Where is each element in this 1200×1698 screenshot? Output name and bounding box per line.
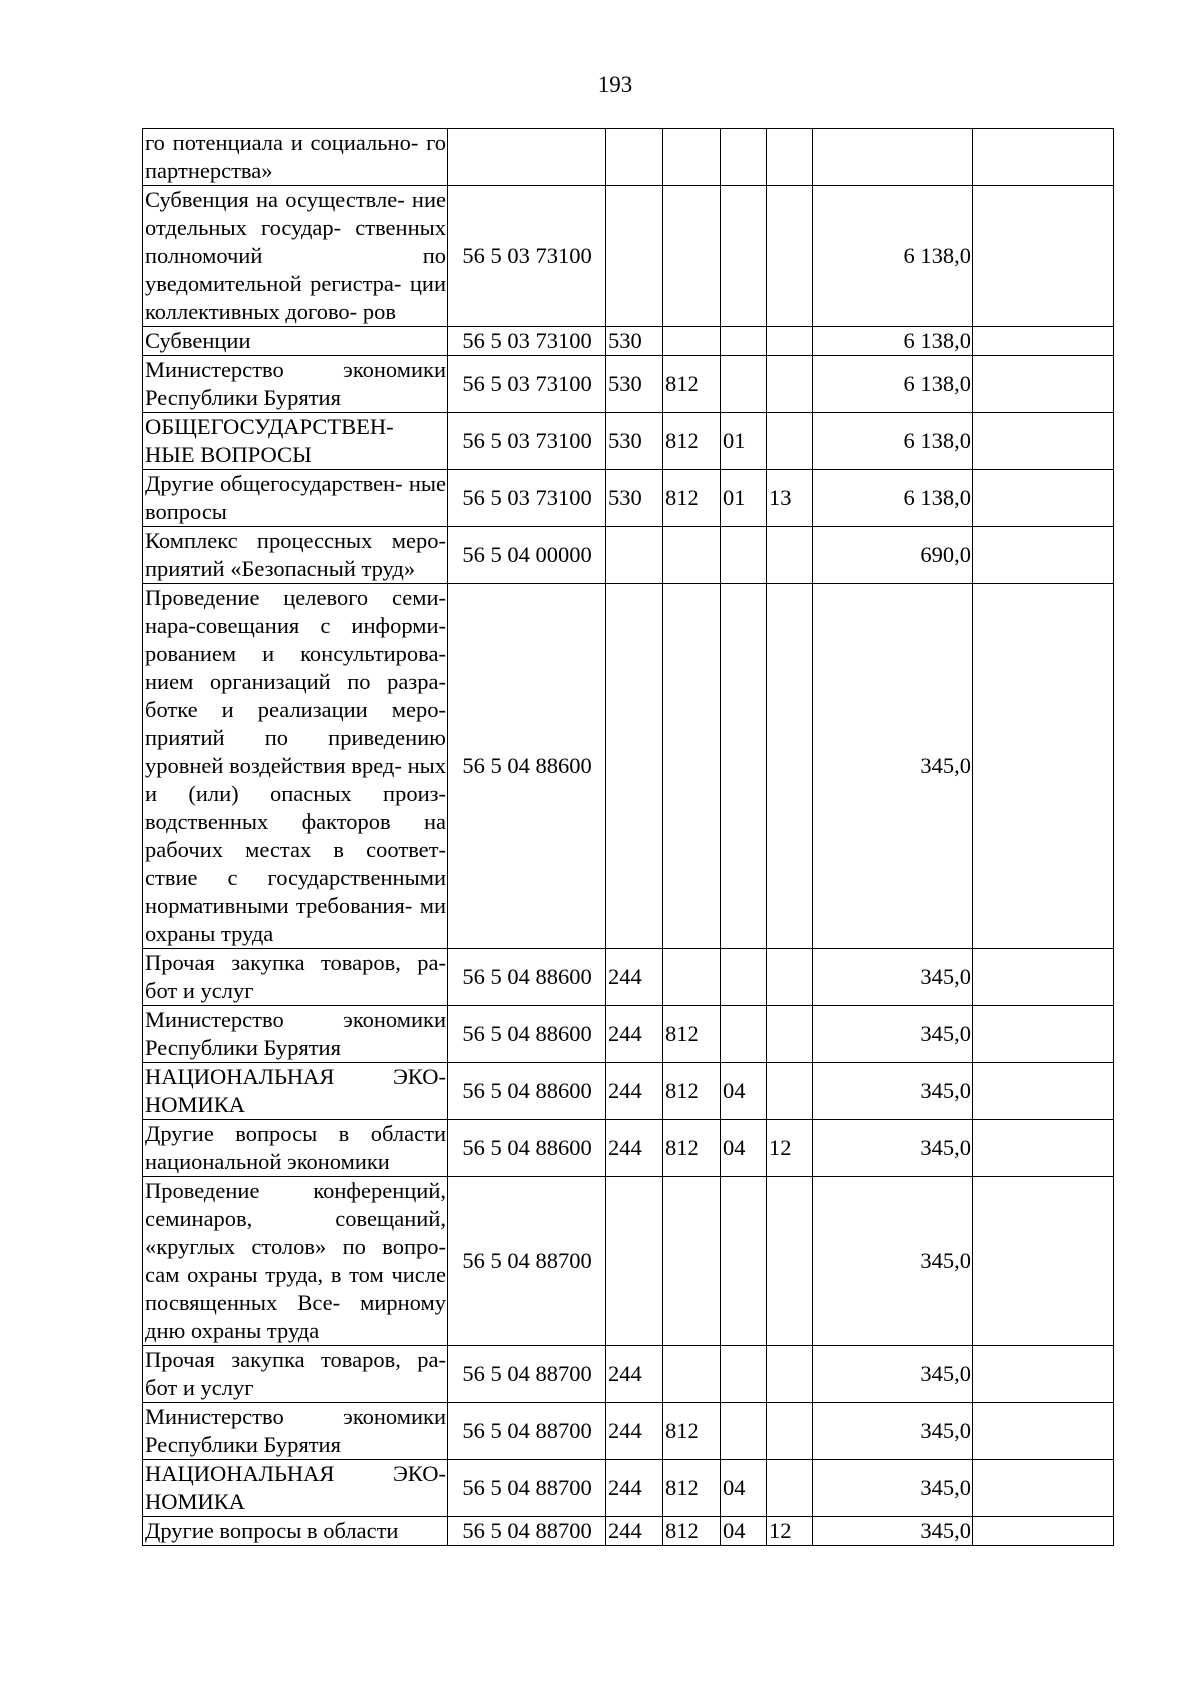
subsection-cell [767, 1177, 813, 1346]
ministry-code-cell [663, 1177, 721, 1346]
description-line: нием организаций по разра- [145, 669, 446, 694]
description-line: ции коллективных догово- [145, 271, 447, 324]
description-line: ние отдельных государ- [145, 187, 446, 240]
description-cell [143, 1403, 448, 1460]
description-line: Министерство экономики [145, 1404, 446, 1429]
ministry-code-cell [663, 1346, 721, 1403]
target-code-cell [448, 129, 606, 186]
subsection-cell [767, 1063, 813, 1120]
description-line: НОМИКА [145, 1092, 246, 1117]
expense-type-cell: 244 [606, 1460, 663, 1517]
amount-cell: 345,0 [813, 1006, 973, 1063]
description-line: семинаров, совещаний, [145, 1206, 446, 1231]
empty-cell [973, 1006, 1114, 1063]
description-line: Другие общегосударствен- [145, 471, 403, 496]
target-code-cell: 56 5 03 73100 [448, 470, 606, 527]
description-cell [143, 1063, 448, 1120]
description-line: нара-совещания с информи- [145, 613, 446, 638]
description-line: ные вопросы [145, 471, 446, 524]
subsection-cell [767, 584, 813, 949]
description-line: Республики Бурятия [145, 1035, 341, 1060]
subsection-cell [767, 186, 813, 327]
expense-type-cell: 244 [606, 1346, 663, 1403]
description-line: Субвенции [145, 328, 251, 353]
amount-cell: 345,0 [813, 1177, 973, 1346]
description-line: го потенциала и социально- [145, 130, 419, 155]
subsection-cell [767, 356, 813, 413]
amount-cell: 690,0 [813, 527, 973, 584]
description-line: Республики Бурятия [145, 385, 341, 410]
empty-cell [973, 413, 1114, 470]
expense-type-cell [606, 186, 663, 327]
expense-type-cell: 530 [606, 327, 663, 356]
section-cell [721, 327, 767, 356]
target-code-cell: 56 5 03 73100 [448, 186, 606, 327]
subsection-cell [767, 1460, 813, 1517]
table-row [143, 584, 1114, 949]
description-line: «круглых столов» по вопро- [145, 1234, 446, 1259]
description-cell [143, 470, 448, 527]
ministry-code-cell: 812 [663, 1006, 721, 1063]
ministry-code-cell [663, 186, 721, 327]
empty-cell [973, 1517, 1114, 1546]
description-line: Комплекс процессных меро- [145, 528, 446, 553]
amount-cell: 345,0 [813, 1403, 973, 1460]
section-cell: 04 [721, 1120, 767, 1177]
page-number: 193 [597, 72, 633, 97]
target-code-cell: 56 5 04 88700 [448, 1177, 606, 1346]
table-row [143, 186, 1114, 327]
amount-cell: 345,0 [813, 1460, 973, 1517]
section-cell [721, 186, 767, 327]
description-line: Министерство экономики [145, 1007, 446, 1032]
subsection-cell [767, 413, 813, 470]
description-line: приятий по приведению [145, 725, 446, 750]
subsection-cell [767, 1006, 813, 1063]
subsection-cell [767, 1403, 813, 1460]
amount-cell: 6 138,0 [813, 327, 973, 356]
description-cell [143, 1006, 448, 1063]
ministry-code-cell: 812 [663, 1460, 721, 1517]
section-cell: 04 [721, 1517, 767, 1546]
subsection-cell: 13 [767, 470, 813, 527]
description-cell [143, 949, 448, 1006]
section-cell [721, 527, 767, 584]
description-line: мирному дню охраны труда [145, 1290, 446, 1343]
empty-cell [973, 1346, 1114, 1403]
description-cell [143, 129, 448, 186]
table-row [143, 1403, 1114, 1460]
table-row [143, 1177, 1114, 1346]
ministry-code-cell: 812 [663, 1403, 721, 1460]
description-line: Прочая закупка товаров, ра- [145, 1347, 446, 1372]
expense-type-cell [606, 584, 663, 949]
description-line: го партнерства» [145, 130, 446, 183]
ministry-code-cell: 812 [663, 1517, 721, 1546]
description-cell [143, 186, 448, 327]
empty-cell [973, 1460, 1114, 1517]
target-code-cell: 56 5 03 73100 [448, 356, 606, 413]
table-row [143, 413, 1114, 470]
ministry-code-cell: 812 [663, 470, 721, 527]
target-code-cell: 56 5 04 88700 [448, 1517, 606, 1546]
expense-type-cell [606, 1177, 663, 1346]
expense-type-cell [606, 129, 663, 186]
table-row [143, 356, 1114, 413]
description-line: ботке и реализации меро- [145, 697, 446, 722]
amount-cell [813, 129, 973, 186]
description-line: Республики Бурятия [145, 1432, 341, 1457]
description-line: рабочих местах в соответ- [145, 837, 446, 862]
table-row [143, 1346, 1114, 1403]
subsection-cell [767, 129, 813, 186]
description-line: бот и услуг [145, 978, 254, 1003]
description-line: Другие вопросы в области [145, 1518, 399, 1543]
table-row [143, 527, 1114, 584]
amount-cell: 6 138,0 [813, 356, 973, 413]
ministry-code-cell: 812 [663, 356, 721, 413]
section-cell [721, 129, 767, 186]
amount-cell: 6 138,0 [813, 413, 973, 470]
expense-type-cell: 530 [606, 413, 663, 470]
description-line: Субвенция на осуществле- [145, 187, 405, 212]
amount-cell: 345,0 [813, 949, 973, 1006]
empty-cell [973, 1177, 1114, 1346]
description-line: ственных полномочий по [145, 215, 446, 268]
section-cell: 01 [721, 413, 767, 470]
expense-type-cell: 530 [606, 470, 663, 527]
expense-type-cell: 530 [606, 356, 663, 413]
description-line: Министерство экономики [145, 357, 446, 382]
description-line: водственных факторов на [145, 809, 446, 834]
description-line: Прочая закупка товаров, ра- [145, 950, 446, 975]
description-line: НЫЕ ВОПРОСЫ [145, 442, 312, 467]
description-cell [143, 584, 448, 949]
description-line: Проведение конференций, [145, 1178, 446, 1203]
expense-type-cell: 244 [606, 1403, 663, 1460]
description-line: НАЦИОНАЛЬНАЯ ЭКО- [145, 1461, 446, 1486]
description-cell [143, 1120, 448, 1177]
table-row [143, 1517, 1114, 1546]
description-cell [143, 1517, 448, 1546]
empty-cell [973, 1403, 1114, 1460]
table-row [143, 470, 1114, 527]
amount-cell: 6 138,0 [813, 186, 973, 327]
description-line: ных и (или) опасных произ- [145, 753, 446, 806]
description-line: ми охраны труда [145, 893, 446, 946]
table-row [143, 949, 1114, 1006]
target-code-cell: 56 5 04 88600 [448, 1006, 606, 1063]
section-cell: 01 [721, 470, 767, 527]
amount-cell: 345,0 [813, 584, 973, 949]
expense-type-cell: 244 [606, 949, 663, 1006]
table-row [143, 1006, 1114, 1063]
description-line: приятий «Безопасный труд» [145, 556, 416, 581]
ministry-code-cell [663, 527, 721, 584]
ministry-code-cell [663, 327, 721, 356]
amount-cell: 345,0 [813, 1517, 973, 1546]
target-code-cell: 56 5 04 88700 [448, 1346, 606, 1403]
section-cell [721, 1006, 767, 1063]
expense-type-cell: 244 [606, 1006, 663, 1063]
section-cell [721, 356, 767, 413]
expense-type-cell: 244 [606, 1120, 663, 1177]
empty-cell [973, 356, 1114, 413]
description-line: уровней воздействия вред- [145, 753, 402, 778]
ministry-code-cell: 812 [663, 413, 721, 470]
target-code-cell: 56 5 04 00000 [448, 527, 606, 584]
table-row [143, 1120, 1114, 1177]
table-body [143, 129, 1114, 1546]
expense-type-cell: 244 [606, 1517, 663, 1546]
ministry-code-cell: 812 [663, 1063, 721, 1120]
empty-cell [973, 1063, 1114, 1120]
table-row [143, 129, 1114, 186]
ministry-code-cell: 812 [663, 1120, 721, 1177]
target-code-cell: 56 5 03 73100 [448, 327, 606, 356]
empty-cell [973, 584, 1114, 949]
expense-type-cell [606, 527, 663, 584]
description-line: рованием и консультирова- [145, 641, 446, 666]
target-code-cell: 56 5 04 88600 [448, 949, 606, 1006]
amount-cell: 345,0 [813, 1063, 973, 1120]
empty-cell [973, 1120, 1114, 1177]
ministry-code-cell [663, 584, 721, 949]
table-row [143, 1063, 1114, 1120]
empty-cell [973, 129, 1114, 186]
subsection-cell: 12 [767, 1517, 813, 1546]
description-line: НОМИКА [145, 1489, 246, 1514]
subsection-cell [767, 949, 813, 1006]
description-line: нормативными требования- [145, 893, 413, 918]
description-line: Другие вопросы в области [145, 1121, 446, 1146]
target-code-cell: 56 5 04 88600 [448, 1063, 606, 1120]
amount-cell: 6 138,0 [813, 470, 973, 527]
amount-cell: 345,0 [813, 1120, 973, 1177]
target-code-cell: 56 5 04 88600 [448, 1120, 606, 1177]
subsection-cell [767, 527, 813, 584]
target-code-cell: 56 5 04 88700 [448, 1460, 606, 1517]
description-cell [143, 527, 448, 584]
description-cell [143, 1177, 448, 1346]
target-code-cell: 56 5 03 73100 [448, 413, 606, 470]
table-row [143, 327, 1114, 356]
target-code-cell: 56 5 04 88700 [448, 1403, 606, 1460]
description-line: ОБЩЕГОСУДАРСТВЕН- [145, 414, 394, 439]
ministry-code-cell [663, 949, 721, 1006]
section-cell [721, 1346, 767, 1403]
table-row [143, 1460, 1114, 1517]
subsection-cell [767, 327, 813, 356]
description-line: ствие с государственными [145, 865, 446, 890]
ministry-code-cell [663, 129, 721, 186]
section-cell [721, 584, 767, 949]
description-cell [143, 1460, 448, 1517]
target-code-cell: 56 5 04 88600 [448, 584, 606, 949]
description-line: ров [362, 299, 396, 324]
empty-cell [973, 186, 1114, 327]
description-line: национальной экономики [145, 1149, 390, 1174]
empty-cell [973, 327, 1114, 356]
subsection-cell [767, 1346, 813, 1403]
amount-cell: 345,0 [813, 1346, 973, 1403]
empty-cell [973, 470, 1114, 527]
description-cell [143, 413, 448, 470]
section-cell [721, 949, 767, 1006]
section-cell: 04 [721, 1063, 767, 1120]
section-cell: 04 [721, 1460, 767, 1517]
description-cell [143, 356, 448, 413]
section-cell [721, 1177, 767, 1346]
description-line: числе посвященных Все- [145, 1262, 446, 1315]
description-cell [143, 327, 448, 356]
expense-type-cell: 244 [606, 1063, 663, 1120]
subsection-cell: 12 [767, 1120, 813, 1177]
description-line: сам охраны труда, в том [145, 1262, 384, 1287]
description-line: уведомительной регистра- [145, 271, 402, 296]
description-line: Проведение целевого семи- [145, 585, 446, 610]
section-cell [721, 1403, 767, 1460]
description-cell [143, 1346, 448, 1403]
empty-cell [973, 949, 1114, 1006]
description-line: НАЦИОНАЛЬНАЯ ЭКО- [145, 1064, 446, 1089]
empty-cell [973, 527, 1114, 584]
description-line: бот и услуг [145, 1375, 254, 1400]
budget-table [142, 128, 1114, 1546]
